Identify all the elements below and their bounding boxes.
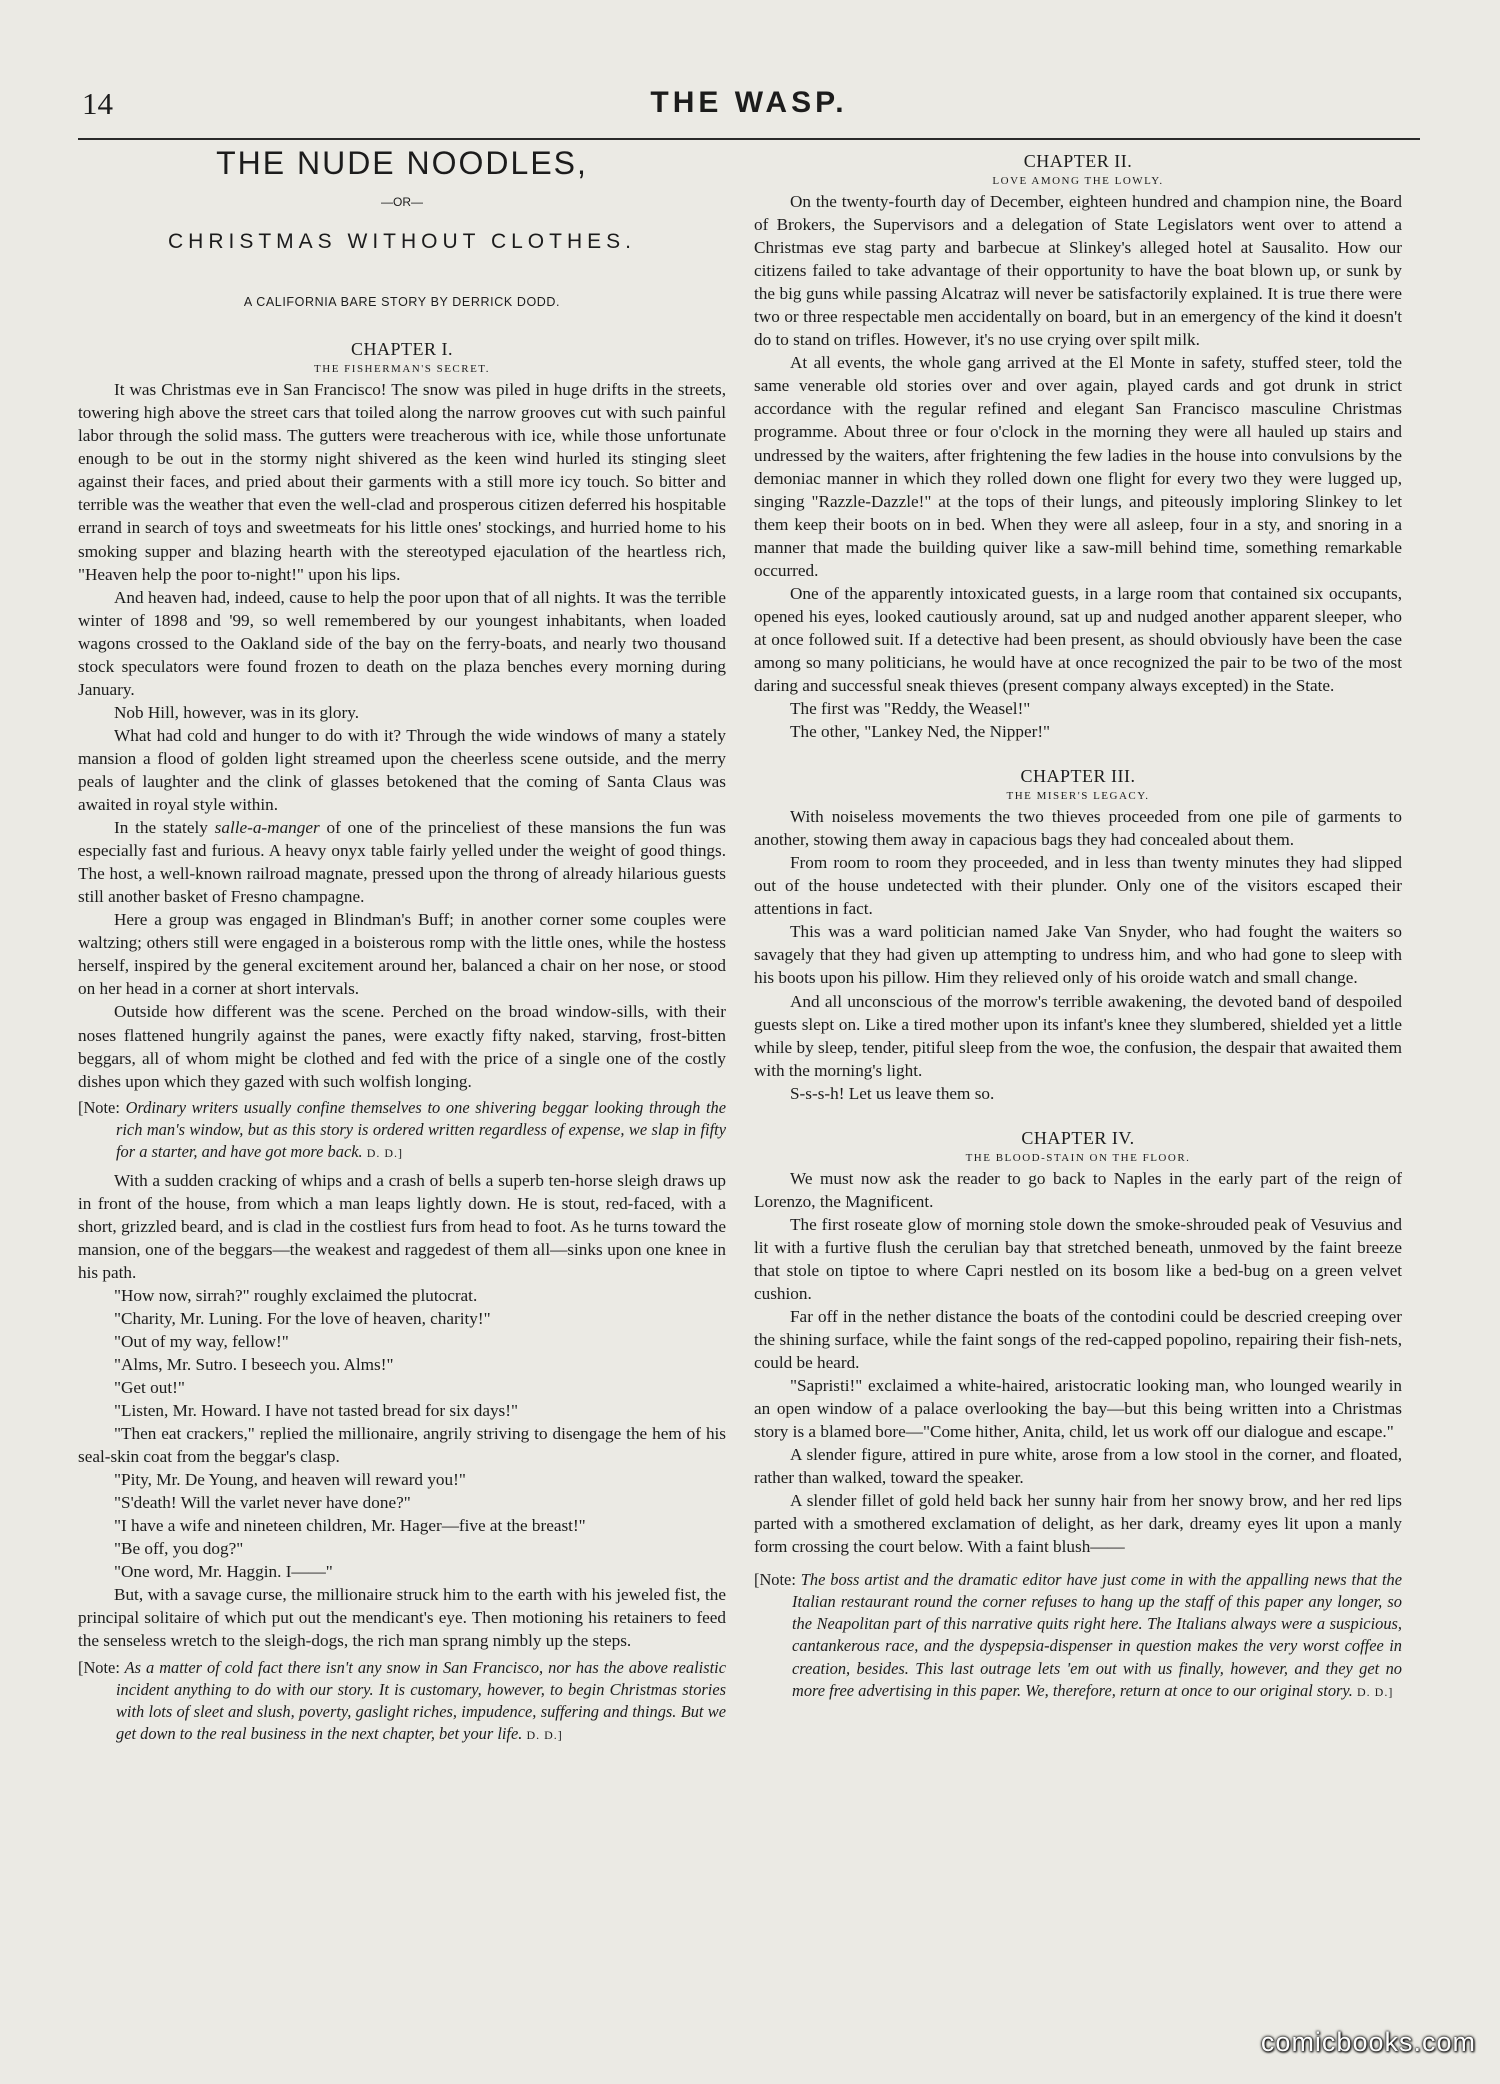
byline: A CALIFORNIA BARE STORY BY DERRICK DODD. (243, 295, 561, 310)
chapter-1-heading: CHAPTER I. (350, 339, 453, 360)
paragraph: On the twenty-fourth day of December, eighteen hundred and champion nine, the Board of Brokers, the Supervisors and a delegation of State Legislators went over to attend a Christmas eve stag party and barbecue at Slinkey's alleged hotel at Sausalito. How our citizens failed to take advantage of their opportunity to have the boat blown up, or sunk by the big guns while passing Alcatraz will never be satisfactorily explained. It is true there were two or three respectable men accidentally on board, but in an emergency of the kind it doesn't do to stand on trifles. However, it's no use crying over spilt milk. (754, 192, 1402, 350)
title-or: —OR— (381, 195, 423, 210)
paragraph: One of the apparently intoxicated guests, in a large room that contained six occupants, opened his eyes, looked cautiously around, sat up and nudged another apparent sleeper, who at once followed suit. If a detective had been present, as should obviously have been the case among so many politicians, he would have at once recognized the pair to be two of the most daring and successful sneak thieves (present company always excepted) in the State. (754, 583, 1402, 695)
paragraph: With a sudden cracking of whips and a crash of bells a superb ten-horse sleigh draws up in front of the house, from which a man leaps lightly down. He is stout, red-faced, with a short, grizzled beard, and is clad in the costliest furs from head to foot. As he turns toward the mansion, one of the beggars—the weakest and raggedest of them all—sinks upon one knee in his path. (78, 1170, 726, 1282)
dialog-line: "I have a wife and nineteen children, Mr. Hager—five at the breast!" (114, 1516, 586, 1536)
right-column (754, 150, 1402, 1707)
chapter-2-subtitle: LOVE AMONG THE LOWLY. (992, 175, 1164, 187)
note-text: The boss artist and the dramatic editor have just come in with the appalling news that the Italian restaurant round the corner refuses to hang up the staff of this paper any longer, so the Neapolitan part of this narrative quits right here. The Italians always were a suspicious, cantankerous race, and the dyspepsia-dispenser in question makes the very worst coffee in creation, besides. This last outrage lets 'em out with us finally, however, and they get no more free advertising in this paper. We, therefore, return at once to our original story. (792, 1569, 1402, 1701)
italic-term: salle-a-manger (214, 818, 320, 838)
paragraph: But, with a savage curse, the millionaire struck him to the earth with his jeweled fist, the principal solitaire of which put out the mendicant's eye. Then motioning his retainers to feed the senseless wretch to the sleigh-dogs, the rich man sprang nimbly up the steps. (78, 1585, 726, 1651)
dialog-line: "Out of my way, fellow!" (114, 1331, 289, 1351)
paragraph: A slender figure, attired in pure white, arose from a low stool in the corner, and floated, rather than walked, toward the speaker. (754, 1445, 1402, 1488)
page-number: 14 (82, 86, 113, 121)
page-header (78, 86, 1420, 132)
paragraph: And heaven had, indeed, cause to help the poor upon that of all nights. It was the terrible winter of 1898 and '99, so well remembered by our youngest inhabitants, when loaded wagons crossed to the Oakland side of the bay on the ferry-boats, and nearly two thousand stock speculators were found frozen to death on the plaza benches every morning during January. (78, 587, 726, 699)
editor-note (78, 1657, 726, 1747)
paragraph-text: In the stately (114, 818, 215, 838)
note-initials: D. D.] (366, 1146, 404, 1161)
paragraph (78, 816, 726, 908)
paragraph: This was a ward politician named Jake Van Snyder, who had fought the waiters so savagely that they had given up attempting to undress him, and who had gone to sleep with his boots upon his pillow. Him they relieved only of his oroide watch and small change. (754, 922, 1402, 988)
paragraph: A slender fillet of gold held back her sunny hair from her snowy brow, and her red lips parted with a smothered exclamation of delight, as her dark, dreamy eyes lit upon a manly form crossing the court below. With a faint blush—— (754, 1491, 1402, 1557)
story-title: THE NUDE NOODLES, (216, 145, 588, 181)
dialog-line: "Pity, Mr. De Young, and heaven will reward you!" (114, 1470, 466, 1490)
paragraph: The other, "Lankey Ned, the Nipper!" (790, 722, 1051, 742)
paragraph: At all events, the whole gang arrived at the El Monte in safety, stuffed steer, told the same venerable old stories over and over again, played cards and got drunk in strict accordance with the regular refined and elegant San Francisco masculine Christmas programme. About three or four o'clock in the morning they were all hauled up stairs and undressed by the waiters, after frightening the few ladies in the house into convulsions by the demoniac manner in which they rolled down one flight for every two they were lugged up, singing "Razzle-Dazzle!" at the tops of their lungs, and piteously imploring Slinkey to let them keep their boots on in bed. When they were all asleep, four in a sty, and snoring in a manner that made the building quiver like a saw-mill behind time, something remarkable occurred. (754, 353, 1402, 580)
paragraph: What had cold and hunger to do with it? Through the wide windows of many a stately mansion a flood of golden light streamed upon the cheerless scene outside, and the merry peals of laughter and the clink of glasses betokened that the coming of Santa Claus was awaited in royal style within. (78, 725, 726, 815)
paragraph: And all unconscious of the morrow's terrible awakening, the devoted band of despoiled guests slept on. Like a tired mother upon its infant's knee they slumbered, shielded yet a little while by sleep, tender, pitiful sleep from the woe, the confusion, the despair that awaited them with the morning's light. (754, 991, 1402, 1080)
note-label: [Note: (78, 1657, 120, 1677)
editor-note (754, 1569, 1402, 1704)
story-subtitle: CHRISTMAS WITHOUT CLOTHES. (168, 230, 636, 254)
note-initials: D. D.] (1356, 1685, 1394, 1700)
chapter-3-subtitle: THE MISER'S LEGACY. (1006, 790, 1150, 803)
paragraph: "Sapristi!" exclaimed a white-haired, aristocratic looking man, who lounged wearily in an open window of a palace overlooking the bay—but this being written into a Christmas story is a blamed bore—"Come hither, Anita, child, let us work off our dialogue and escape." (754, 1376, 1402, 1442)
dialog-line: "One word, Mr. Haggin. I——" (114, 1562, 333, 1582)
dialog-line: "Get out!" (114, 1377, 185, 1397)
header-rule (78, 138, 1420, 140)
dialog-line: "Charity, Mr. Luning. For the love of heaven, charity!" (114, 1308, 491, 1328)
dialog-line: "Listen, Mr. Howard. I have not tasted bread for six days!" (114, 1401, 518, 1420)
dialog-line: "Alms, Mr. Sutro. I beseech you. Alms!" (114, 1354, 394, 1374)
paragraph: Nob Hill, however, was in its glory. (114, 702, 359, 722)
paragraph: Here a group was engaged in Blindman's Buff; in another corner some couples were waltzing; others still were engaged in a boisterous romp with the little ones, while the hostess herself, inspired by the general excitement around her, balanced a chair on her nose, or stood on her head in a corner at short intervals. (78, 910, 726, 999)
chapter-4-heading: CHAPTER IV. (1021, 1127, 1135, 1148)
note-label: [Note: (754, 1569, 796, 1589)
dialog-line: "How now, sirrah?" roughly exclaimed the plutocrat. (114, 1285, 478, 1305)
watermark: comicbooks.com (1260, 2027, 1476, 2057)
note-text: Ordinary writers usually confine themselves to one shivering beggar looking through the rich man's window, but as this story is ordered written regardless of expense, we slap in fifty for a starter, and have got more back. (116, 1097, 726, 1162)
dialog-line: "Then eat crackers," replied the millionaire, angrily striving to disengage the hem of his seal-skin coat from the beggar's clasp. (78, 1424, 726, 1467)
paragraph-text: of one of the princeliest of these mansions the fun was especially fast and furious. A heavy onyx table fairly yelled under the weight of good things. The host, a well-known railroad magnate, pressed upon the throng of already hilarious guests still another basket of Fresno champagne. (78, 818, 726, 907)
masthead: THE WASP. (650, 86, 848, 119)
chapter-3-heading: CHAPTER III. (1020, 766, 1136, 787)
chapter-1-subtitle: THE FISHERMAN'S SECRET. (314, 363, 490, 376)
note-initials: D. D.] (526, 1728, 563, 1743)
paragraph: It was Christmas eve in San Francisco! The snow was piled in huge drifts in the streets, towering high above the street cars that toiled along the narrow grooves cut with such painful labor through the solid mass. The gutters were treacherous with ice, while those unfortunate enough to be out in the stormy night shivered as the keen wind hurled its stinging sleet against their faces, and pried about their garments with a still more icy touch. So bitter and terrible was the weather that even the well-clad and prosperous citizen deferred his hospitable errand in search of toys and sweetmeats for his little ones' stockings, and hurried home to his smoking supper and blazing hearth with the stereotyped ejaculation of the heartless rich, "Heaven help the poor to-night!" upon his lips. (78, 380, 726, 584)
paragraph: From room to room they proceeded, and in less than twenty minutes they had slipped out of the house undetected with their plunder. Only one of the visitors escaped their attentions in fact. (754, 853, 1402, 919)
paragraph: Outside how different was the scene. Perched on the broad window-sills, with their noses flattened hungrily against the panes, were exactly fifty naked, starving, frost-bitten beggars, all of whom might be clothed and fed with the price of a single one of the costly dishes upon which they gazed with such wolfish longing. (78, 1002, 726, 1091)
note-text: As a matter of cold fact there isn't any snow in San Francisco, nor has the above realistic incident anything to do with our story. It is customary, however, to begin Christmas stories with lots of sleet and slush, poverty, gaslight riches, impudence, suffering and things. But we get down to the real business in the next chapter, bet your life. (116, 1657, 726, 1744)
paragraph: The first was "Reddy, the Weasel!" (790, 699, 1031, 719)
paragraph: The first roseate glow of morning stole down the smoke-shrouded peak of Vesuvius and lit with a furtive flush the cerulian bay that stretched beneath, unmoved by the faint breeze that stole on tiptoe to where Capri nestled on its bosom like a bed-bug on a green velvet cushion. (754, 1214, 1402, 1303)
note-label: [Note: (78, 1097, 120, 1117)
chapter-4-subtitle: THE BLOOD-STAIN ON THE FLOOR. (965, 1151, 1191, 1164)
dialog-line: "Be off, you dog?" (114, 1539, 244, 1559)
paragraph: We must now ask the reader to go back to Naples in the early part of the reign of Lorenzo, the Magnificent. (754, 1168, 1402, 1211)
left-column (78, 145, 726, 1751)
dialog-line: "S'death! Will the varlet never have done?" (114, 1493, 411, 1513)
paragraph: Far off in the nether distance the boats of the contodini could be descried creeping over the shining surface, while the faint songs of the red-capped popolino, repairing their fish-nets, could be heard. (754, 1307, 1402, 1373)
chapter-2-heading: CHAPTER II. (1023, 151, 1133, 171)
paragraph: S-s-s-h! Let us leave them so. (790, 1083, 995, 1103)
editor-note (78, 1097, 726, 1165)
paragraph: With noiseless movements the two thieves proceeded from one pile of garments to another, stowing them away in capacious bags they had concealed about them. (754, 807, 1402, 850)
